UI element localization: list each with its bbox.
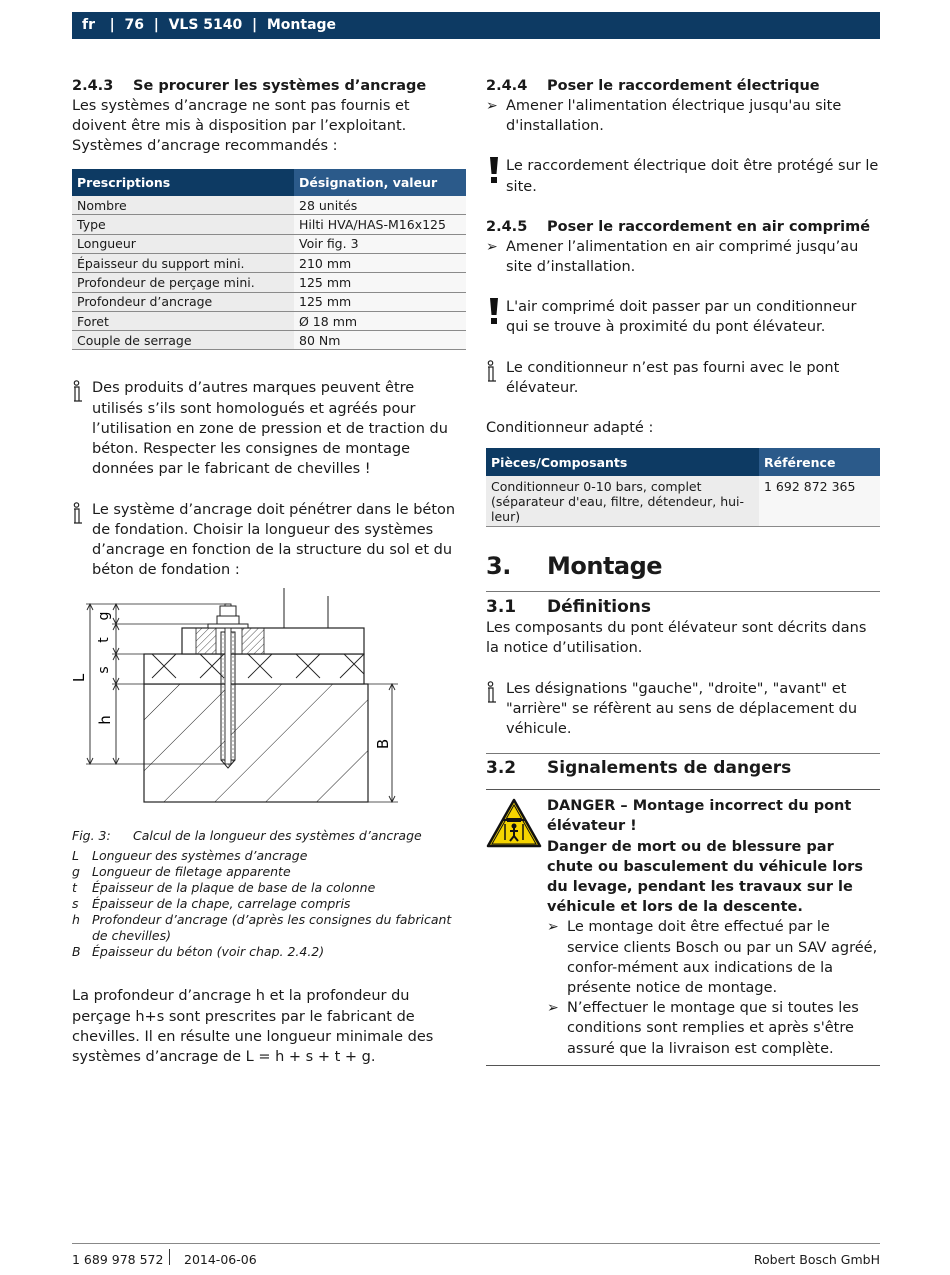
section-number: 2.4.3 bbox=[72, 78, 114, 94]
chapter-title: Montage bbox=[547, 552, 663, 581]
danger-description: Danger de mort ou de blessure par chute ou basculement du véhicule lors du levage, pendant les travaux sur le véhicule et lors de la descente. bbox=[547, 838, 863, 916]
info-icon bbox=[486, 679, 506, 740]
table-cell: 80 Nm bbox=[294, 331, 466, 350]
exclamation-icon bbox=[486, 297, 506, 337]
instruction-step bbox=[547, 998, 880, 1059]
section-title: Poser le raccordement électrique bbox=[547, 78, 820, 94]
legend-key: h bbox=[72, 912, 80, 928]
legend-key: s bbox=[72, 896, 79, 912]
section-number: 3.1 bbox=[486, 597, 517, 618]
chapter-heading bbox=[486, 551, 880, 581]
paragraph: La profondeur d’ancrage h et la profondeur du perçage h+s sont prescrites par le fabricant de chevilles. Il en résulte une longueur minimale des systèmes d’ancrage de L = h + s + t + g. bbox=[72, 988, 434, 1065]
legend-item bbox=[72, 896, 466, 912]
column-header: Prescriptions bbox=[72, 169, 294, 196]
table-row bbox=[72, 331, 466, 350]
section-title: Définitions bbox=[547, 597, 652, 618]
table-cell: Profondeur de perçage mini. bbox=[72, 273, 294, 292]
paragraph: Les composants du pont élévateur sont décrits dans la notice d’utilisation. bbox=[486, 620, 867, 657]
dim-label-s: s bbox=[96, 666, 112, 674]
note-text: L'air comprimé doit passer par un conditionneur qui se trouve à proximité du pont élévateur. bbox=[506, 299, 857, 336]
table-cell: Profondeur d’ancrage bbox=[72, 292, 294, 311]
table-cell: Conditionneur 0-10 bars, complet (séparateur d'eau, filtre, détendeur, hui-leur) bbox=[486, 476, 759, 527]
section-number: 2.4.5 bbox=[486, 218, 528, 235]
anchor-diagram bbox=[72, 588, 466, 820]
table-cell: Type bbox=[72, 215, 294, 234]
legend-text: Longueur des systèmes d’ancrage bbox=[92, 848, 308, 864]
danger-content bbox=[547, 796, 880, 1059]
divider bbox=[486, 591, 880, 592]
legend-item bbox=[72, 864, 466, 880]
anchor-length-figure bbox=[72, 588, 466, 820]
table-row bbox=[486, 476, 880, 527]
paragraph: Les systèmes d’ancrage ne sont pas fournis et doivent être mis à disposition par l’exploitant. bbox=[72, 98, 410, 135]
table-cell: Voir fig. 3 bbox=[294, 234, 466, 253]
note-text: Le conditionneur n’est pas fourni avec le pont élévateur. bbox=[506, 359, 840, 396]
legend-item bbox=[72, 880, 466, 896]
table-header-row bbox=[72, 169, 466, 196]
table-cell: Couple de serrage bbox=[72, 331, 294, 350]
chapter-number: 3. bbox=[486, 552, 511, 581]
figure-legend bbox=[72, 848, 466, 960]
table-cell: 125 mm bbox=[294, 273, 466, 292]
figure-number: Fig. 3: bbox=[72, 828, 111, 844]
company-name: Robert Bosch GmbH bbox=[753, 1252, 880, 1267]
instruction-text: Le montage doit être effectué par le service clients Bosch ou par un SAV agréé, confor-mément aux indications de la présente notice de montage. bbox=[567, 919, 878, 997]
page-header: fr | 76 | VLS 5140 | Montage bbox=[72, 12, 880, 39]
table-cell: Longueur bbox=[72, 234, 294, 253]
divider bbox=[486, 753, 880, 754]
legend-key: t bbox=[72, 880, 77, 896]
danger-title: DANGER – Montage incorrect du pont élévateur ! bbox=[547, 798, 852, 835]
table-row bbox=[72, 196, 466, 215]
instruction-step bbox=[486, 96, 880, 136]
arrow-icon: ➢ bbox=[486, 238, 498, 255]
warning-note bbox=[486, 156, 880, 196]
danger-notice bbox=[486, 789, 880, 1066]
instruction-text: Amener l'alimentation électrique jusqu'au site d'installation. bbox=[506, 98, 842, 135]
instruction-step bbox=[486, 237, 880, 277]
info-note bbox=[486, 679, 880, 740]
table-header-row bbox=[486, 448, 880, 476]
dim-label-B: B bbox=[374, 739, 392, 750]
section-heading-2-4-3 bbox=[72, 76, 466, 96]
footer-separator bbox=[169, 1249, 170, 1265]
section-title: Se procurer les systèmes d’ancrage bbox=[133, 78, 427, 94]
document-number: 1 689 978 572 bbox=[72, 1252, 164, 1267]
note-text: Les désignations "gauche", "droite", "avant" et "arrière" se réfèrent au sens de déplacement du véhicule. bbox=[506, 680, 858, 738]
info-icon bbox=[72, 378, 92, 479]
legend-key: L bbox=[72, 848, 79, 864]
section-title: Signalements de dangers bbox=[547, 758, 792, 779]
legend-text: Épaisseur de la plaque de base de la colonne bbox=[92, 880, 376, 896]
legend-item bbox=[72, 912, 466, 944]
table-row bbox=[72, 215, 466, 234]
legend-text: Épaisseur du béton (voir chap. 2.4.2) bbox=[92, 944, 325, 960]
table-cell: Nombre bbox=[72, 196, 294, 215]
figure-caption bbox=[72, 828, 466, 844]
column-header: Désignation, valeur bbox=[294, 169, 466, 196]
info-note bbox=[72, 378, 466, 479]
note-text: Des produits d’autres marques peuvent être utilisés s’ils sont homologués et agréés pour l’utilisation en zone de pression et de traction du béton. Respecter les consignes de montage données par le fabricant de chevilles ! bbox=[92, 380, 448, 478]
dim-label-g: g bbox=[96, 611, 112, 621]
table-row bbox=[72, 311, 466, 330]
legend-text: Profondeur d’ancrage (d’après les consignes du fabricant de chevilles) bbox=[92, 912, 452, 944]
info-icon bbox=[486, 358, 506, 398]
column-header: Pièces/Composants bbox=[486, 448, 759, 476]
dim-label-t: t bbox=[96, 637, 112, 644]
dim-label-h: h bbox=[96, 715, 114, 726]
anchor-spec-table bbox=[72, 169, 466, 351]
hazard-warning-icon bbox=[486, 796, 547, 1059]
section-heading-2-4-4 bbox=[486, 76, 880, 96]
document-date: 2014-06-06 bbox=[184, 1252, 257, 1267]
legend-key: g bbox=[72, 864, 80, 880]
section-heading-3-2 bbox=[486, 757, 880, 779]
table-cell: 28 unités bbox=[294, 196, 466, 215]
exclamation-icon bbox=[486, 156, 506, 196]
table-cell: Épaisseur du support mini. bbox=[72, 254, 294, 273]
table-row bbox=[72, 254, 466, 273]
info-note bbox=[72, 500, 466, 581]
table-cell: 210 mm bbox=[294, 254, 466, 273]
legend-text: Longueur de filetage apparente bbox=[92, 864, 291, 880]
section-number: 2.4.4 bbox=[486, 78, 528, 94]
table-cell: 125 mm bbox=[294, 292, 466, 311]
paragraph: Conditionneur adapté : bbox=[486, 420, 654, 437]
section-heading-3-1 bbox=[486, 596, 880, 618]
arrow-icon: ➢ bbox=[547, 1000, 559, 1017]
table-row bbox=[72, 292, 466, 311]
right-column bbox=[486, 76, 880, 1066]
table-row bbox=[72, 234, 466, 253]
note-text: Le système d’ancrage doit pénétrer dans le béton de fondation. Choisir la longueur des systèmes d’ancrage en fonction de la structure du sol et du béton de fondation : bbox=[92, 501, 456, 579]
parts-table bbox=[486, 448, 880, 527]
table-row bbox=[72, 273, 466, 292]
legend-item bbox=[72, 848, 466, 864]
left-column bbox=[72, 76, 466, 1067]
instruction-text: Amener l’alimentation en air comprimé jusqu’au site d’installation. bbox=[506, 238, 859, 276]
instruction-text: N’effectuer le montage que si toutes les conditions sont remplies et après s'être assuré que la livraison est complète. bbox=[567, 1000, 859, 1057]
legend-item bbox=[72, 944, 466, 960]
paragraph: Systèmes d’ancrage recommandés : bbox=[72, 138, 338, 155]
table-cell: Ø 18 mm bbox=[294, 311, 466, 330]
table-cell: Foret bbox=[72, 311, 294, 330]
section-title: Poser le raccordement en air comprimé bbox=[547, 218, 871, 235]
legend-key: B bbox=[72, 944, 81, 960]
section-heading-2-4-5 bbox=[486, 217, 880, 237]
instruction-step bbox=[547, 917, 880, 998]
info-icon bbox=[72, 500, 92, 581]
warning-note bbox=[486, 297, 880, 337]
table-cell: 1 692 872 365 bbox=[759, 476, 880, 527]
note-text: Le raccordement électrique doit être protégé sur le site. bbox=[506, 158, 879, 195]
info-note bbox=[486, 358, 880, 398]
arrow-icon: ➢ bbox=[486, 98, 498, 114]
figure-title: Calcul de la longueur des systèmes d’ancrage bbox=[133, 828, 422, 844]
column-header: Référence bbox=[759, 448, 880, 476]
page-footer bbox=[72, 1243, 880, 1275]
table-cell: Hilti HVA/HAS-M16x125 bbox=[294, 215, 466, 234]
dim-label-L: L bbox=[70, 674, 88, 683]
arrow-icon: ➢ bbox=[547, 919, 559, 936]
legend-text: Épaisseur de la chape, carrelage compris bbox=[92, 896, 351, 912]
section-number: 3.2 bbox=[486, 758, 517, 779]
